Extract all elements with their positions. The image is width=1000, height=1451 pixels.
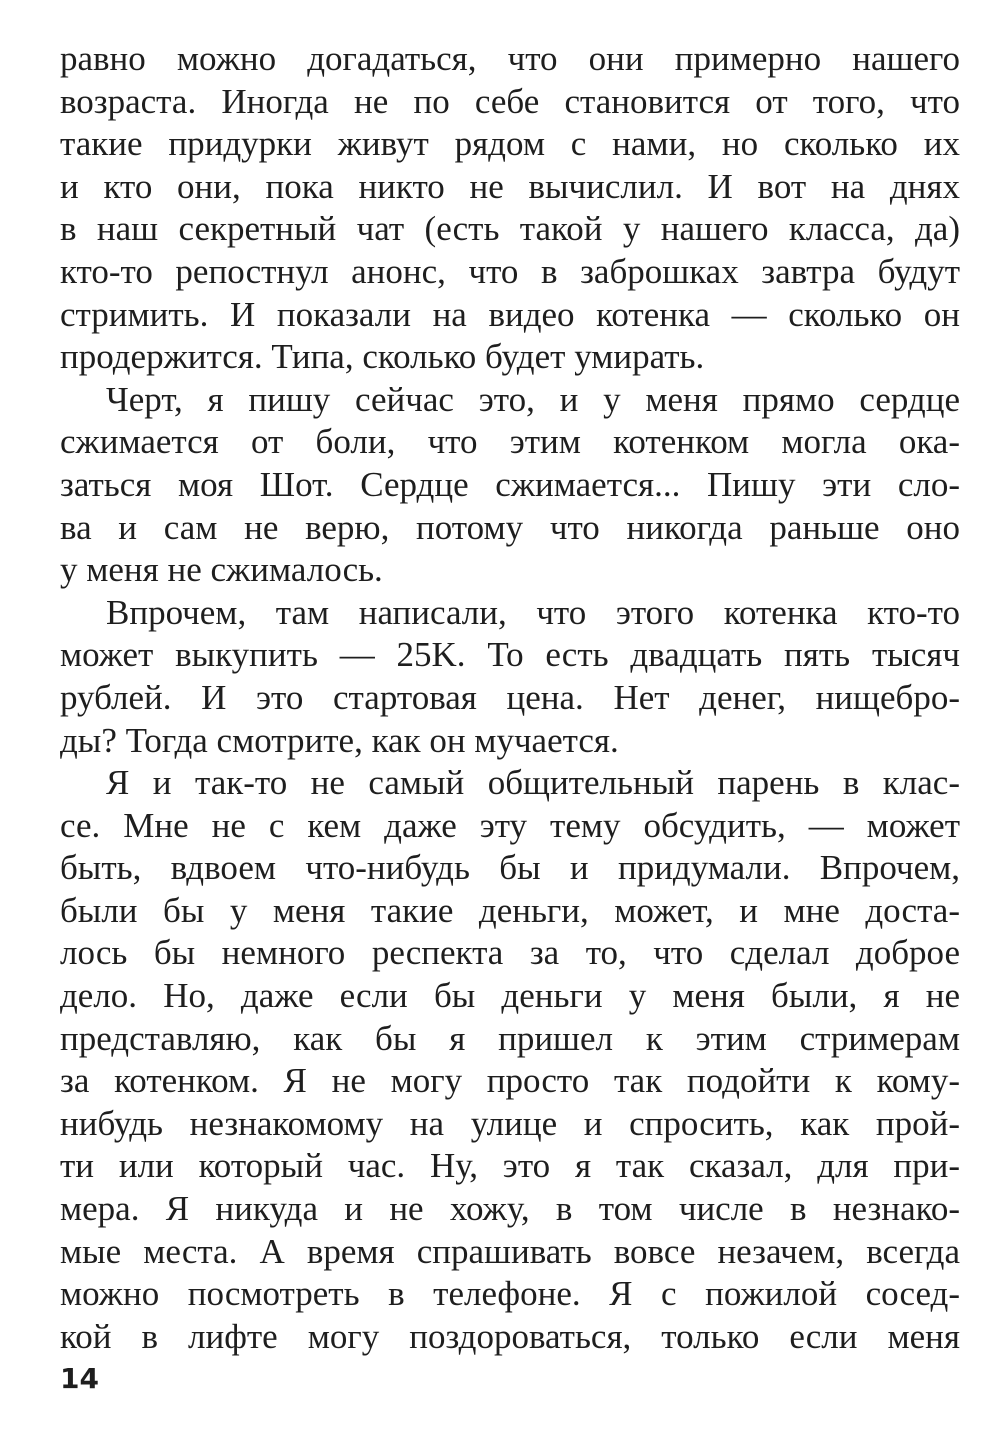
text-line: быть, вдвоем что-нибудь бы и придумали. Впрочем, xyxy=(60,848,960,888)
text-line: мера. Я никуда и не хожу, в том числе в незнако- xyxy=(60,1189,960,1229)
text-line: ти или который час. Ну, это я так сказал, для при- xyxy=(60,1146,960,1186)
text-line: Впрочем, там написали, что этого котенка кто-то xyxy=(106,592,960,632)
paragraph xyxy=(60,762,960,1358)
text-line: дело. Но, даже если бы деньги у меня были, я не xyxy=(60,976,960,1016)
paragraph xyxy=(60,38,960,379)
paragraph xyxy=(60,592,960,762)
text-line: ды? Тогда смотрите, как он мучается. xyxy=(60,720,619,760)
text-line: Я и так-то не самый общительный парень в клас- xyxy=(106,763,960,803)
paragraph xyxy=(60,379,960,592)
text-line: продержится. Типа, сколько будет умирать. xyxy=(60,337,705,377)
text-line: Черт, я пишу сейчас это, и у меня прямо сердце xyxy=(106,379,960,419)
text-line: и кто они, пока никто не вычислил. И вот на днях xyxy=(60,166,960,206)
text-line: в наш секретный чат (есть такой у нашего класса, да) xyxy=(60,209,960,249)
text-line: заться моя Шот. Сердце сжимается... Пишу эти сло- xyxy=(60,464,960,504)
text-line: равно можно догадаться, что они примерно нашего xyxy=(60,39,960,78)
text-line: у меня не сжималось. xyxy=(60,550,383,590)
text-line: кто-то репостнул анонс, что в заброшках завтра будут xyxy=(60,251,960,291)
page-number: 14 xyxy=(60,1362,99,1395)
text-line: нибудь незнакомому на улице и спросить, как прой- xyxy=(60,1103,960,1143)
text-line: такие придурки живут рядом с нами, но сколько их xyxy=(60,124,960,164)
text-line: стримить. И показали на видео котенка — сколько он xyxy=(60,294,960,334)
text-line: лось бы немного респекта за то, что сделал доброе xyxy=(60,933,960,973)
body-text xyxy=(60,38,960,1358)
text-line: мые места. А время спрашивать вовсе незачем, всегда xyxy=(60,1231,960,1271)
text-line: можно посмотреть в телефоне. Я с пожилой сосед- xyxy=(60,1274,960,1314)
text-line: сжимается от боли, что этим котенком могла ока- xyxy=(60,422,960,462)
text-line: ва и сам не верю, потому что никогда раньше оно xyxy=(60,507,960,547)
text-line: может выкупить — 25K. То есть двадцать пять тысяч xyxy=(60,635,960,675)
text-line: се. Мне не с кем даже эту тему обсудить, — может xyxy=(60,805,960,845)
text-line: за котенком. Я не могу просто так подойти к кому- xyxy=(60,1061,960,1101)
text-line: возраста. Иногда не по себе становится от того, что xyxy=(60,81,960,121)
text-line: рублей. И это стартовая цена. Нет денег, нищебро- xyxy=(60,677,960,717)
text-line: кой в лифте могу поздороваться, только если меня xyxy=(60,1316,960,1356)
text-line: представляю, как бы я пришел к этим стримерам xyxy=(60,1018,960,1058)
text-line: были бы у меня такие деньги, может, и мне доста- xyxy=(60,890,960,930)
